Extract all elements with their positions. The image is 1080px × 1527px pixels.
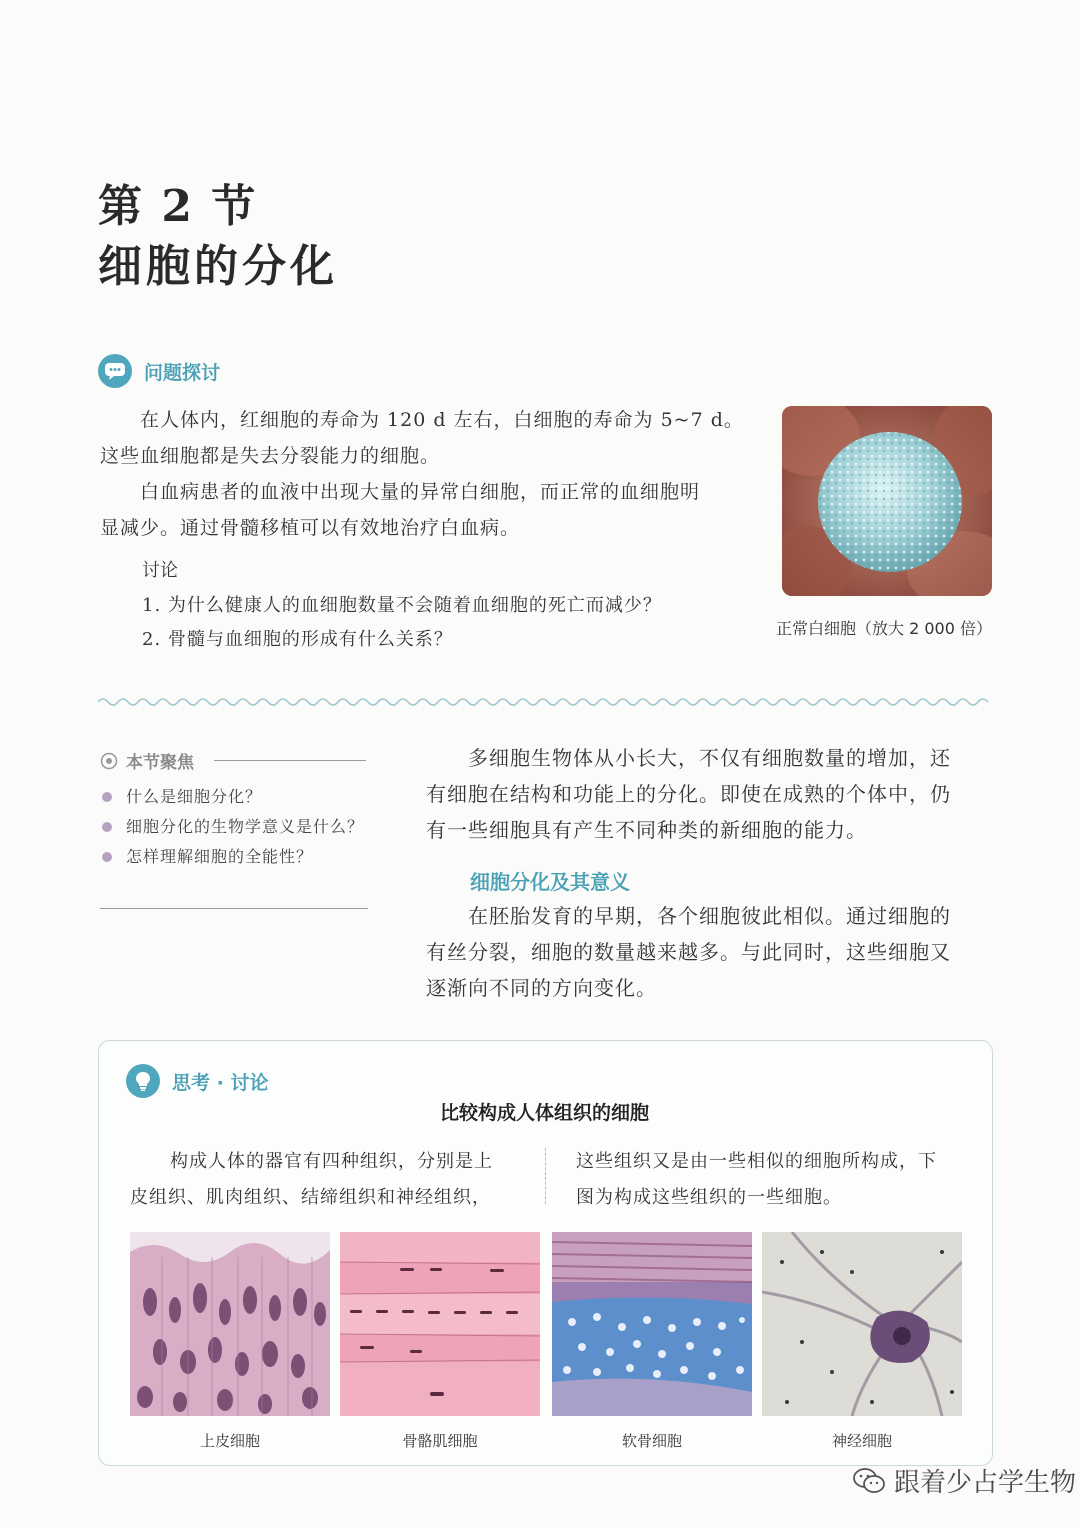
target-icon [100, 752, 118, 770]
question-2: 2. 骨髓与血细胞的形成有什么关系？ [142, 629, 453, 650]
think-left-text [130, 1144, 510, 1216]
list-item: 什么是细胞分化？ [100, 782, 366, 812]
text-line: 这些血细胞都是失去分裂能力的细胞。 [100, 445, 441, 467]
text-line: 在人体内，红细胞的寿命为 120 d 左右，白细胞的寿命为 5~7 d。 [140, 409, 744, 431]
watermark [852, 1462, 1076, 1499]
list-item: 怎样理解细胞的全能性？ [100, 842, 366, 872]
text-line: 有细胞在结构和功能上的分化。即使在成熟的个体中，仍 [426, 782, 951, 806]
wechat-icon [852, 1467, 886, 1495]
text-line: 白血病患者的血液中出现大量的异常白细胞，而正常的血细胞明 [140, 481, 701, 503]
intro-paragraph [426, 740, 992, 848]
list-item: 细胞分化的生物学意义是什么？ [100, 812, 366, 842]
text-line: 多细胞生物体从小长大，不仅有细胞数量的增加，还 [468, 746, 951, 770]
think-right-text [576, 1144, 976, 1216]
cartilage-cell-image [552, 1232, 752, 1416]
text-line: 在胚胎发育的早期，各个细胞彼此相似。通过细胞的 [468, 904, 951, 928]
focus-list [100, 782, 366, 872]
think-label: 思考 · 讨论 [172, 1071, 269, 1094]
tissue-caption: 神经细胞 [831, 1432, 892, 1450]
development-paragraph [426, 898, 992, 1006]
focus-header [100, 748, 194, 773]
wavy-divider [98, 694, 993, 710]
tissue-caption: 软骨细胞 [621, 1432, 682, 1450]
watermark-text: 跟着少占学生物 [894, 1468, 1077, 1498]
text-line: 这些组织又是由一些相似的细胞所构成，下 [576, 1151, 937, 1172]
epithelial-cell-image [130, 1232, 330, 1416]
column-divider [545, 1148, 546, 1204]
text-line: 显减少。通过骨髓移植可以有效地治疗白血病。 [100, 517, 521, 539]
problem-header [98, 354, 220, 388]
text-line: 有一些细胞具有产生不同种类的新细胞的能力。 [426, 818, 867, 842]
text-line: 构成人体的器官有四种组织，分别是上 [170, 1151, 493, 1172]
nerve-cell-image [762, 1232, 962, 1416]
question-1: 1. 为什么健康人的血细胞数量不会随着血细胞的死亡而减少？ [142, 595, 662, 616]
text-line: 有丝分裂，细胞的数量越来越多。与此同时，这些细胞又 [426, 940, 951, 964]
text-line: 图为构成这些组织的一些细胞。 [576, 1187, 842, 1208]
section-title: 细胞的分化 [98, 241, 338, 292]
white-blood-cell-photo [782, 406, 992, 596]
tissue-caption: 上皮细胞 [199, 1432, 260, 1450]
chat-bubble-icon [98, 354, 132, 388]
photo-caption: 正常白细胞（放大 2 000 倍） [776, 619, 992, 638]
think-header [126, 1064, 268, 1098]
text-line: 逐渐向不同的方向变化。 [426, 976, 657, 1000]
problem-paragraph-2 [100, 474, 770, 546]
problem-paragraph-1 [100, 402, 770, 474]
problem-label: 问题探讨 [144, 361, 221, 384]
subsection-heading: 细胞分化及其意义 [470, 870, 630, 894]
skeletal-muscle-cell-image [340, 1232, 540, 1416]
tissue-caption: 骨骼肌细胞 [402, 1432, 478, 1450]
focus-bottom-rule [100, 908, 368, 909]
focus-title: 本节聚焦 [126, 753, 194, 773]
think-title: 比较构成人体组织的细胞 [439, 1102, 649, 1124]
section-number: 第 2 节 [98, 181, 258, 232]
discussion-label: 讨论 [142, 560, 178, 581]
focus-top-rule [214, 760, 366, 761]
lightbulb-icon [126, 1064, 160, 1098]
text-line: 皮组织、肌肉组织、结缔组织和神经组织， [130, 1187, 491, 1208]
